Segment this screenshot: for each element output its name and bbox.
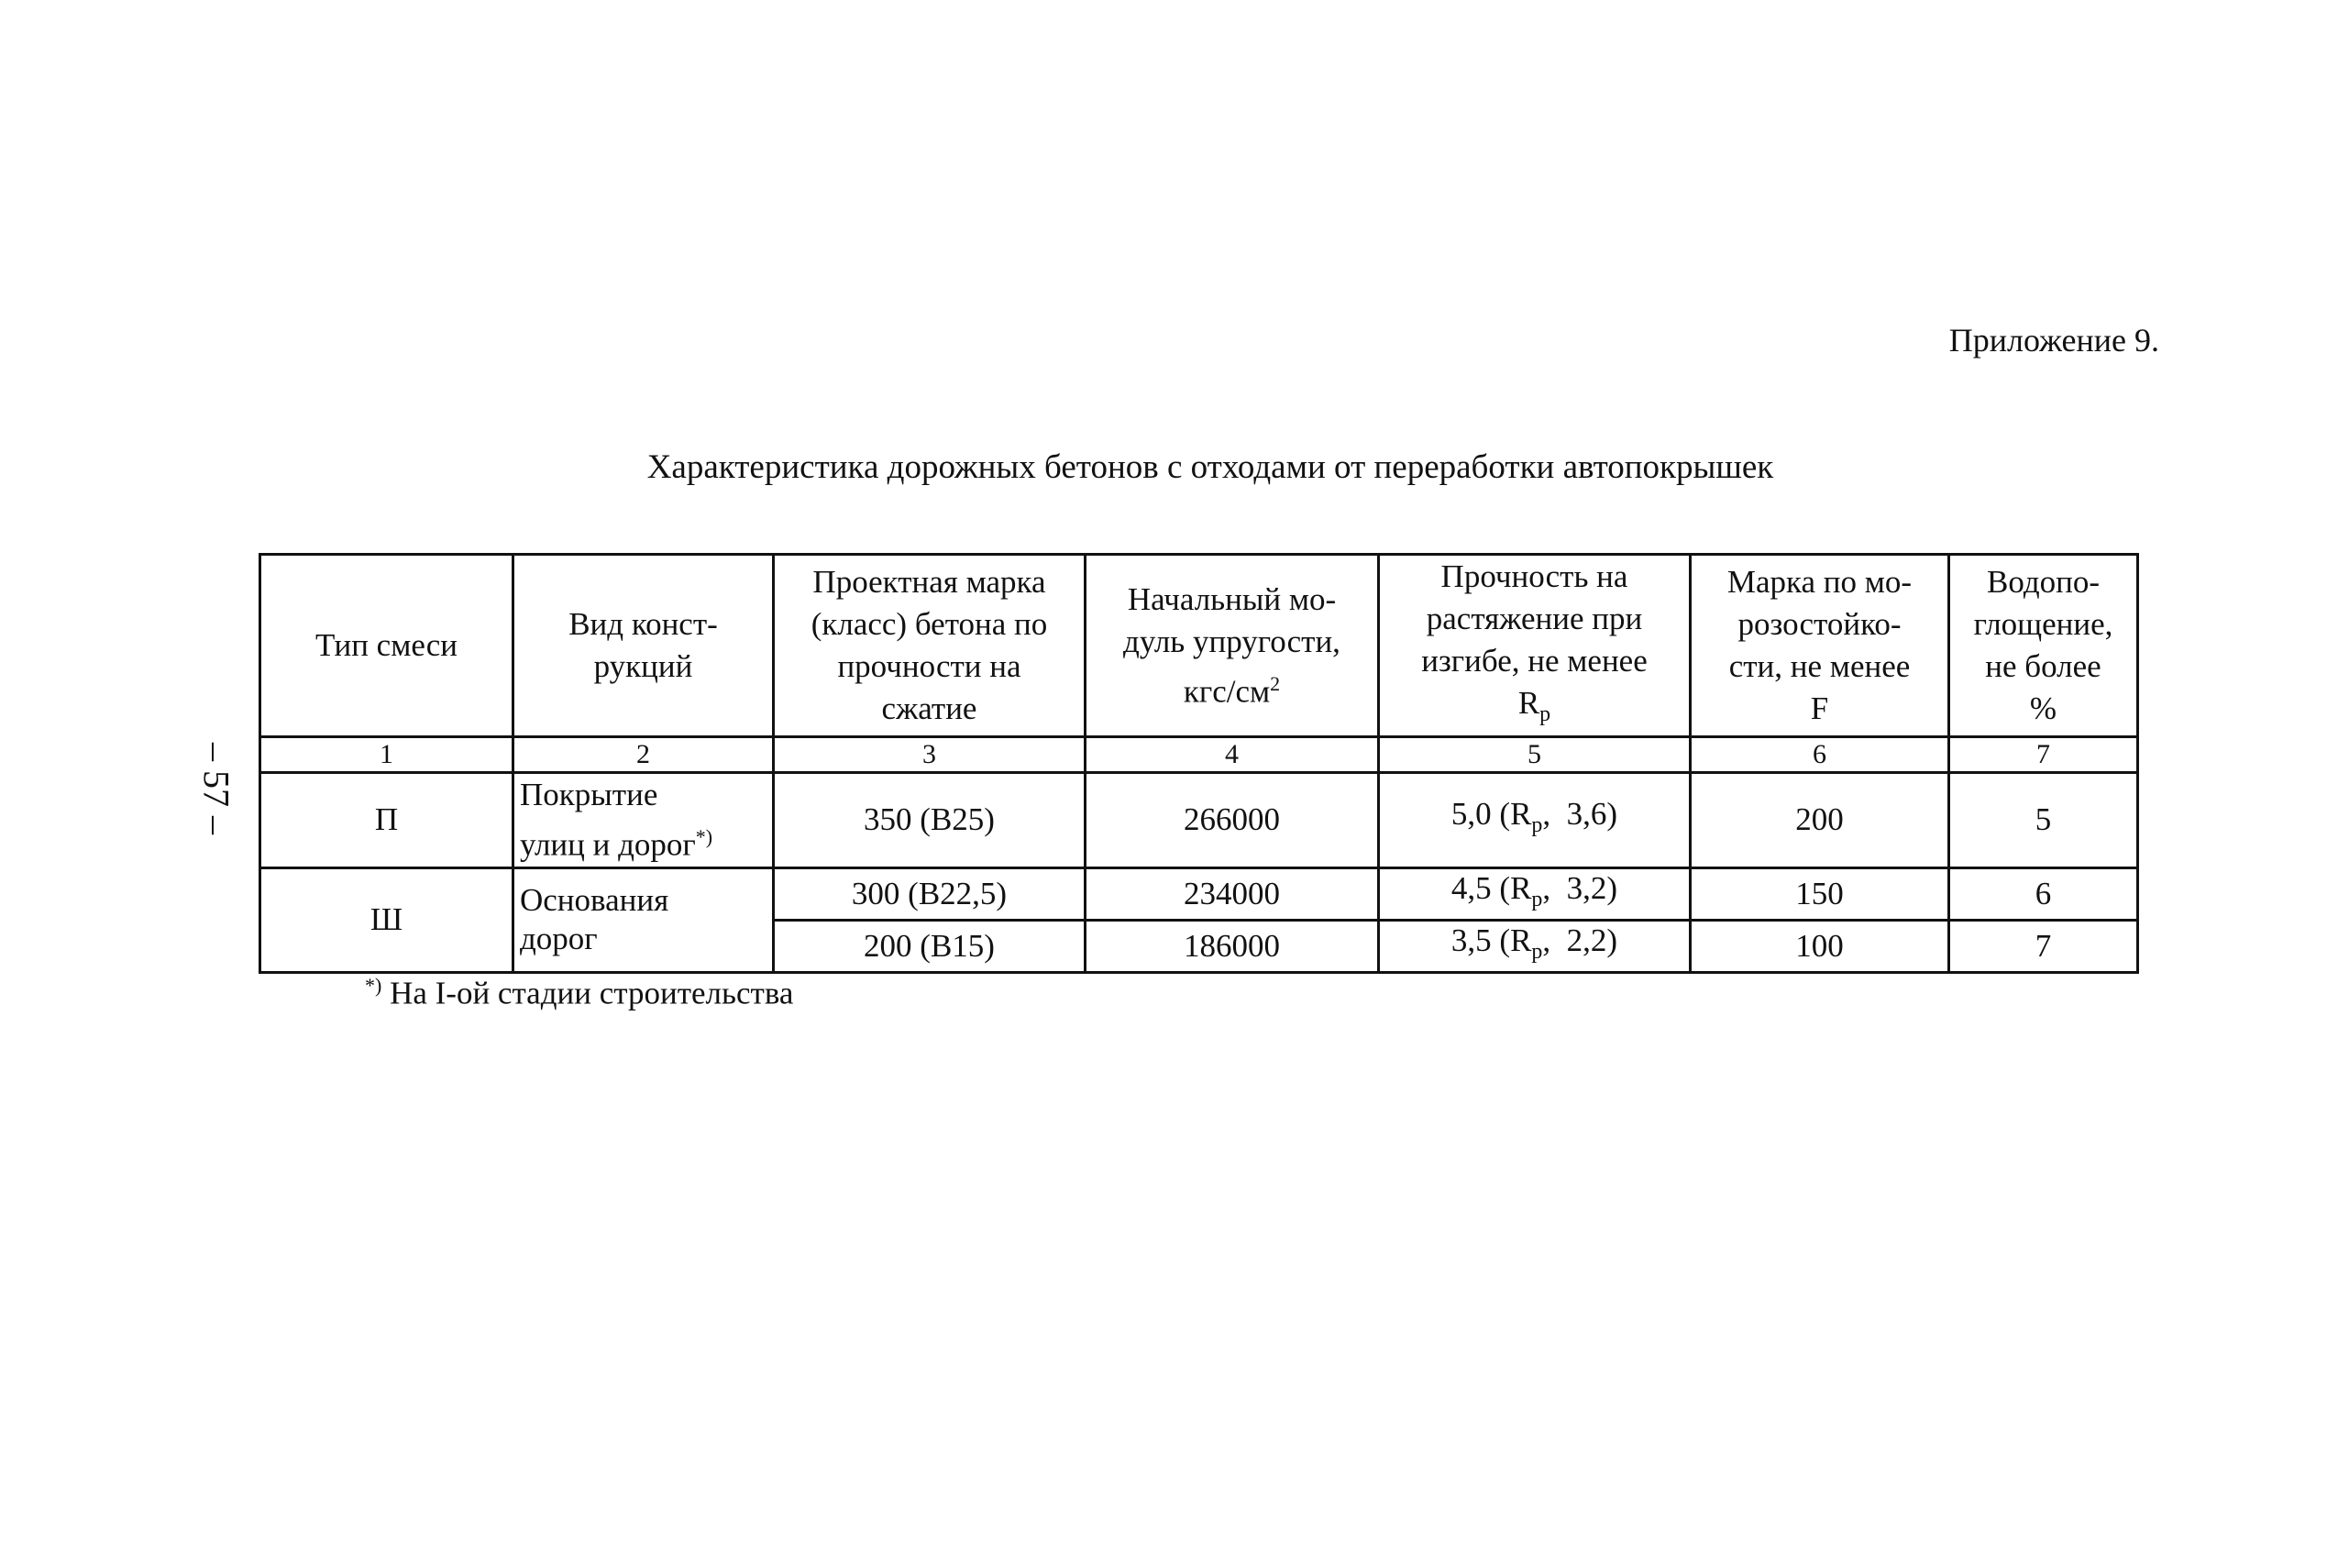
tensile-cell: 5,0 ($R_p$, 3,6) <box>1379 773 1691 868</box>
strength-class-cell: 300 (В22,5) <box>774 867 1086 920</box>
concrete-spec-table <box>259 553 2139 974</box>
column-number-row <box>260 737 2138 773</box>
footnote-mark: *) <box>695 825 713 848</box>
appendix-label: Приложение 9. <box>1948 322 2159 359</box>
frost-cell: 150 <box>1691 867 1949 920</box>
water-cell: 5 <box>1949 773 2138 868</box>
mix-type-cell: П <box>260 773 513 868</box>
footnote <box>365 974 793 1012</box>
column-number: 1 <box>260 737 513 773</box>
construction-cell: Основания дорог <box>513 867 774 972</box>
document-title: Характеристика дорожных бетонов с отходами от переработки автопокрышек <box>646 448 1774 486</box>
modulus-cell: 234000 <box>1086 867 1379 920</box>
frost-cell: 100 <box>1691 920 1949 972</box>
table-row <box>260 773 2138 868</box>
construction-cell: Покрытие улиц и дорог*) <box>513 773 774 868</box>
strength-class-cell: 200 (В15) <box>774 920 1086 972</box>
header-strength-class: Проектная марка (класс) бетона по прочности на сжатие <box>774 555 1086 737</box>
column-number: 5 <box>1379 737 1691 773</box>
header-frost: Марка по мо- розостойко- сти, не менее F <box>1691 555 1949 737</box>
footnote-text: На I-ой стадии строительства <box>390 975 794 1011</box>
modulus-cell: 266000 <box>1086 773 1379 868</box>
table-row <box>260 867 2138 920</box>
modulus-cell: 186000 <box>1086 920 1379 972</box>
page-number <box>194 729 238 848</box>
column-number: 2 <box>513 737 774 773</box>
tensile-cell: 4,5 ($R_p$, 3,2) <box>1379 867 1691 920</box>
page-number-text: – 57 – <box>195 743 237 834</box>
tensile-cell: 3,5 ($R_p$, 2,2) <box>1379 920 1691 972</box>
header-mix-type: Тип смеси <box>260 555 513 737</box>
header-construction: Вид конст- рукций <box>513 555 774 737</box>
footnote-mark: *) <box>365 974 382 997</box>
column-number: 6 <box>1691 737 1949 773</box>
mix-type-cell: Ш <box>260 867 513 972</box>
header-water: Водопо- глощение, не более % <box>1949 555 2138 737</box>
strength-class-cell: 350 (В25) <box>774 773 1086 868</box>
header-tensile: Прочность на растяжение при изгибе, не менее $R_p$ <box>1379 555 1691 737</box>
header-modulus: Начальный мо- дуль упругости, кгс/$см^2$ <box>1086 555 1379 737</box>
column-number: 4 <box>1086 737 1379 773</box>
frost-cell: 200 <box>1691 773 1949 868</box>
column-number: 3 <box>774 737 1086 773</box>
table-header-row <box>260 555 2138 737</box>
water-cell: 7 <box>1949 920 2138 972</box>
column-number: 7 <box>1949 737 2138 773</box>
water-cell: 6 <box>1949 867 2138 920</box>
